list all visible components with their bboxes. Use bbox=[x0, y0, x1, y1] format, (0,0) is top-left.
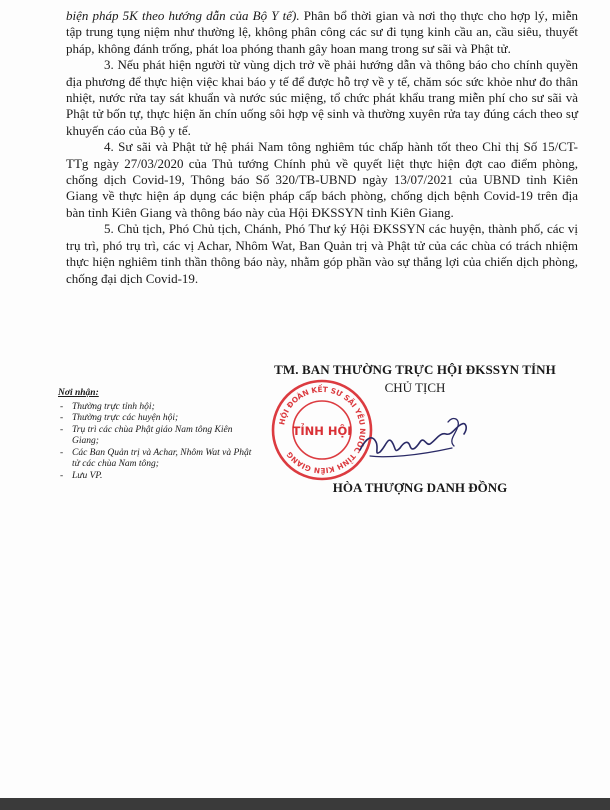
signature-title: CHỦ TỊCH bbox=[384, 380, 446, 395]
recipients-block bbox=[58, 388, 258, 482]
svg-text:HỘI ĐOÀN KẾT SƯ SÃI YÊU NƯỚC T: HỘI ĐOÀN KẾT SƯ SÃI YÊU NƯỚC TỈNH KIÊN GIANG bbox=[277, 384, 368, 476]
recipients-list bbox=[58, 402, 258, 483]
paragraph-3: 3. Nếu phát hiện người từ vùng dịch trở về phải hướng dẫn và thông báo cho chính quyền địa phương để thực hiện việc khai báo y tế để được hỗ trợ về y tế, chăm sóc sức khỏe như đo thân nhiệt, nước rửa tay sát khuẩn và nước súc miệng, tổ chức phát khẩu trang miễn phí cho sư sãi và Phật tử bốn tự, thực hiện ăn chín uống sôi hợp vệ sinh và thường xuyên rửa tay đúng cách theo sự khuyến cáo của Bộ y tế. bbox=[66, 57, 578, 138]
paragraph-5: 5. Chủ tịch, Phó Chủ tịch, Chánh, Phó Thư ký Hội ĐKSSYN các huyện, thành phố, các vị trụ trì, phó trụ trì, các vị Achar, Nhôm Wat, Ban Quản trị và Phật tử của các chùa có trách nhiệm thực hiện nghiêm tinh thần thông báo này, nhằm góp phần vào sự thắng lợi của chiến dịch phòng, chống đại dịch Covid-19. bbox=[66, 221, 578, 286]
signer-name: HÒA THƯỢNG DANH ĐỒNG bbox=[332, 480, 508, 495]
recipient-item: - Lưu VP. bbox=[58, 471, 258, 483]
paragraph-4: 4. Sư sãi và Phật tử hệ phái Nam tông nghiêm túc chấp hành tốt theo Chỉ thị Số 15/CT-TTg ngày 27/03/2020 của Thủ tướng Chính phủ về quyết liệt thực hiện đợt cao điểm phòng, chống dịch Covid-19, Thông báo Số 320/TB-UBND ngày 13/07/2021 của UBND tỉnh Kiên Giang về thực hiện áp dụng các biện pháp cấp bách phòng, chống dịch bệnh Covid-19 trên địa bàn tỉnh Kiên Giang và thông báo này của Hội ĐKSSYN tỉnh Kiên Giang. bbox=[66, 139, 578, 220]
paragraph-2-end bbox=[66, 8, 578, 57]
document-body bbox=[66, 8, 578, 287]
paragraph-2-rest: Phân bổ thời gian và nơi thọ thực cho hợp lý, miễn tập trung tụng niệm như thường lệ, không phân công các sư đi tụng kinh cầu an, cầu siêu, thuyết pháp, không đánh trống, phát loa phóng thanh gây hoan mang trong sư sãi và Phật tử. bbox=[66, 8, 578, 56]
recipients-title: Nơi nhận: bbox=[58, 388, 99, 398]
recipient-item: - Thường trực các huyện hội; bbox=[58, 413, 258, 425]
svg-text:TỈNH HỘI: TỈNH HỘI bbox=[292, 424, 352, 438]
signature-organization: TM. BAN THƯỜNG TRỰC HỘI ĐKSSYN TỈNH bbox=[274, 362, 556, 377]
recipient-item: - Trụ trì các chùa Phật giáo Nam tông Kiên Giang; bbox=[58, 425, 258, 448]
page-bottom-edge bbox=[0, 798, 610, 810]
recipient-item: - Thường trực tỉnh hội; bbox=[58, 402, 258, 414]
paragraph-2-italic: biện pháp 5K theo hướng dẫn của Bộ Y tế). bbox=[66, 8, 300, 23]
handwritten-signature-icon bbox=[356, 412, 476, 472]
recipient-item: - Các Ban Quản trị và Achar, Nhôm Wat và Phật tử các chùa Nam tông; bbox=[58, 448, 258, 471]
